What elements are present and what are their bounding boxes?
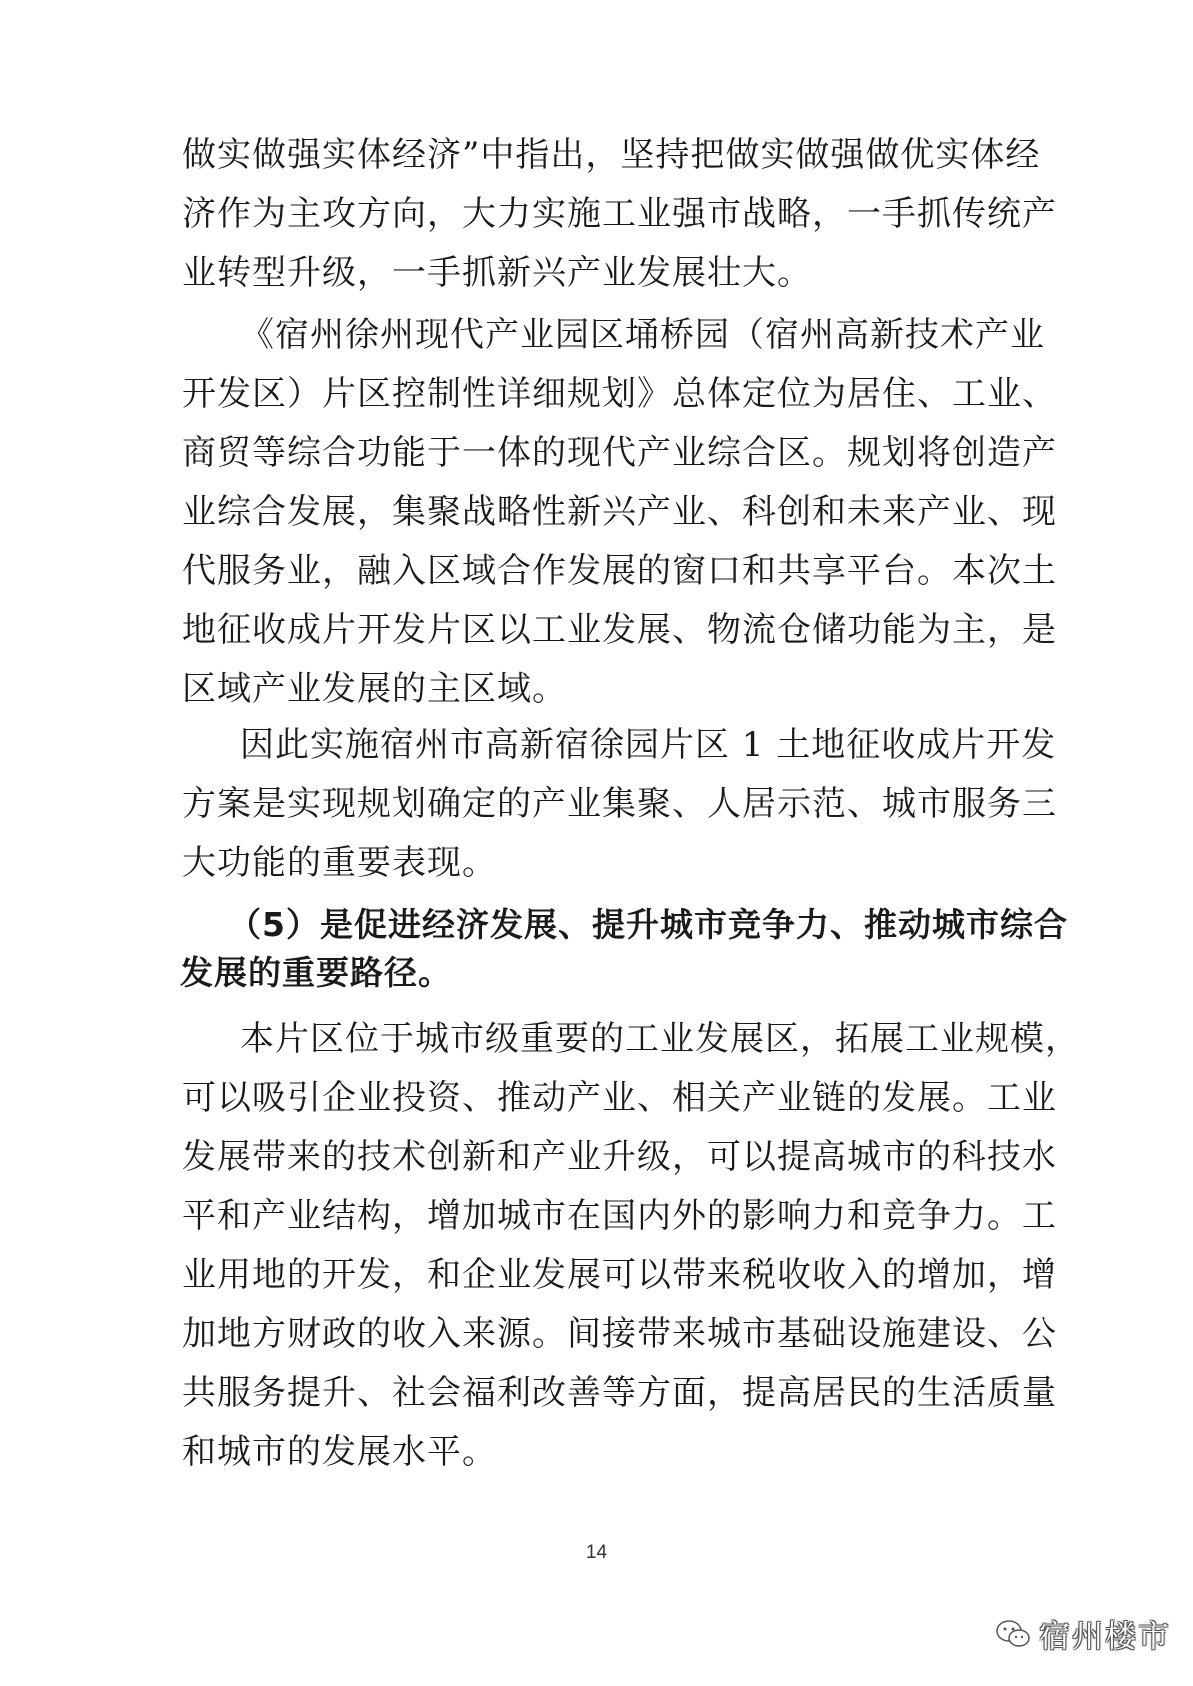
paragraph-line: 大功能的重要表现。 bbox=[182, 843, 497, 883]
paragraph-line: 本片区位于城市级重要的工业发展区，拓展工业规模， bbox=[240, 1019, 1080, 1059]
heading-line: （5）是促进经济发展、提升城市竞争力、推动城市综合 bbox=[228, 905, 1068, 944]
paragraph-line: 业转型升级，一手抓新兴产业发展壮大。 bbox=[182, 253, 812, 293]
paragraph-2-first-line bbox=[240, 306, 1045, 365]
paragraph-line: 共服务提升、社会福利改善等方面，提高居民的生活质量 bbox=[182, 1373, 1057, 1413]
paragraph-line: 地征收成片开发片区以工业发展、物流仓储功能为主，是 bbox=[182, 610, 1057, 650]
paragraph-line: 区域产业发展的主区域。 bbox=[182, 669, 567, 709]
section-heading bbox=[180, 948, 1010, 998]
paragraph-line: 开发区）片区控制性详细规划》总体定位为居住、工业、 bbox=[182, 374, 1057, 414]
paragraph-3 bbox=[182, 775, 1057, 893]
page-number: 14 bbox=[585, 1542, 608, 1563]
paragraph-2 bbox=[182, 365, 1057, 719]
paragraph-4 bbox=[182, 1069, 1057, 1482]
section-heading-first-line bbox=[228, 900, 1068, 950]
paragraph-line: 和城市的发展水平。 bbox=[182, 1432, 497, 1472]
paragraph-line: 《宿州徐州现代产业园区埇桥园（宿州高新技术产业 bbox=[240, 315, 1045, 355]
paragraph-line: 可以吸引企业投资、推动产业、相关产业链的发展。工业 bbox=[182, 1078, 1057, 1118]
paragraph-line: 平和产业结构，增加城市在国内外的影响力和竞争力。工 bbox=[182, 1196, 1057, 1236]
paragraph-line: 加地方财政的收入来源。间接带来城市基础设施建设、公 bbox=[182, 1314, 1057, 1354]
heading-line: 发展的重要路径。 bbox=[180, 953, 452, 992]
watermark bbox=[995, 1611, 1171, 1656]
paragraph-3-first-line bbox=[240, 716, 1057, 775]
paragraph-4-first-line bbox=[240, 1010, 1080, 1069]
paragraph-line: 业用地的开发，和企业发展可以带来税收收入的增加，增 bbox=[182, 1255, 1057, 1295]
paragraph-line: 代服务业，融入区域合作发展的窗口和共享平台。本次土 bbox=[182, 551, 1057, 591]
paragraph-line: 发展带来的技术创新和产业升级，可以提高城市的科技水 bbox=[182, 1137, 1057, 1177]
paragraph-line: 济作为主攻方向，大力实施工业强市战略，一手抓传统产 bbox=[182, 194, 1057, 234]
wechat-icon bbox=[995, 1619, 1031, 1649]
paragraph-line: 因此实施宿州市高新宿徐园片区 1 土地征收成片开发 bbox=[240, 725, 1057, 765]
watermark-text: 宿州楼市 bbox=[1039, 1619, 1171, 1655]
paragraph-line: 做实做强实体经济”中指出，坚持把做实做强做优实体经 bbox=[182, 135, 1041, 175]
paragraph-1 bbox=[182, 126, 1057, 303]
paragraph-line: 商贸等综合功能于一体的现代产业综合区。规划将创造产 bbox=[182, 433, 1057, 473]
paragraph-line: 业综合发展，集聚战略性新兴产业、科创和未来产业、现 bbox=[182, 492, 1057, 532]
paragraph-line: 方案是实现规划确定的产业集聚、人居示范、城市服务三 bbox=[182, 784, 1057, 824]
